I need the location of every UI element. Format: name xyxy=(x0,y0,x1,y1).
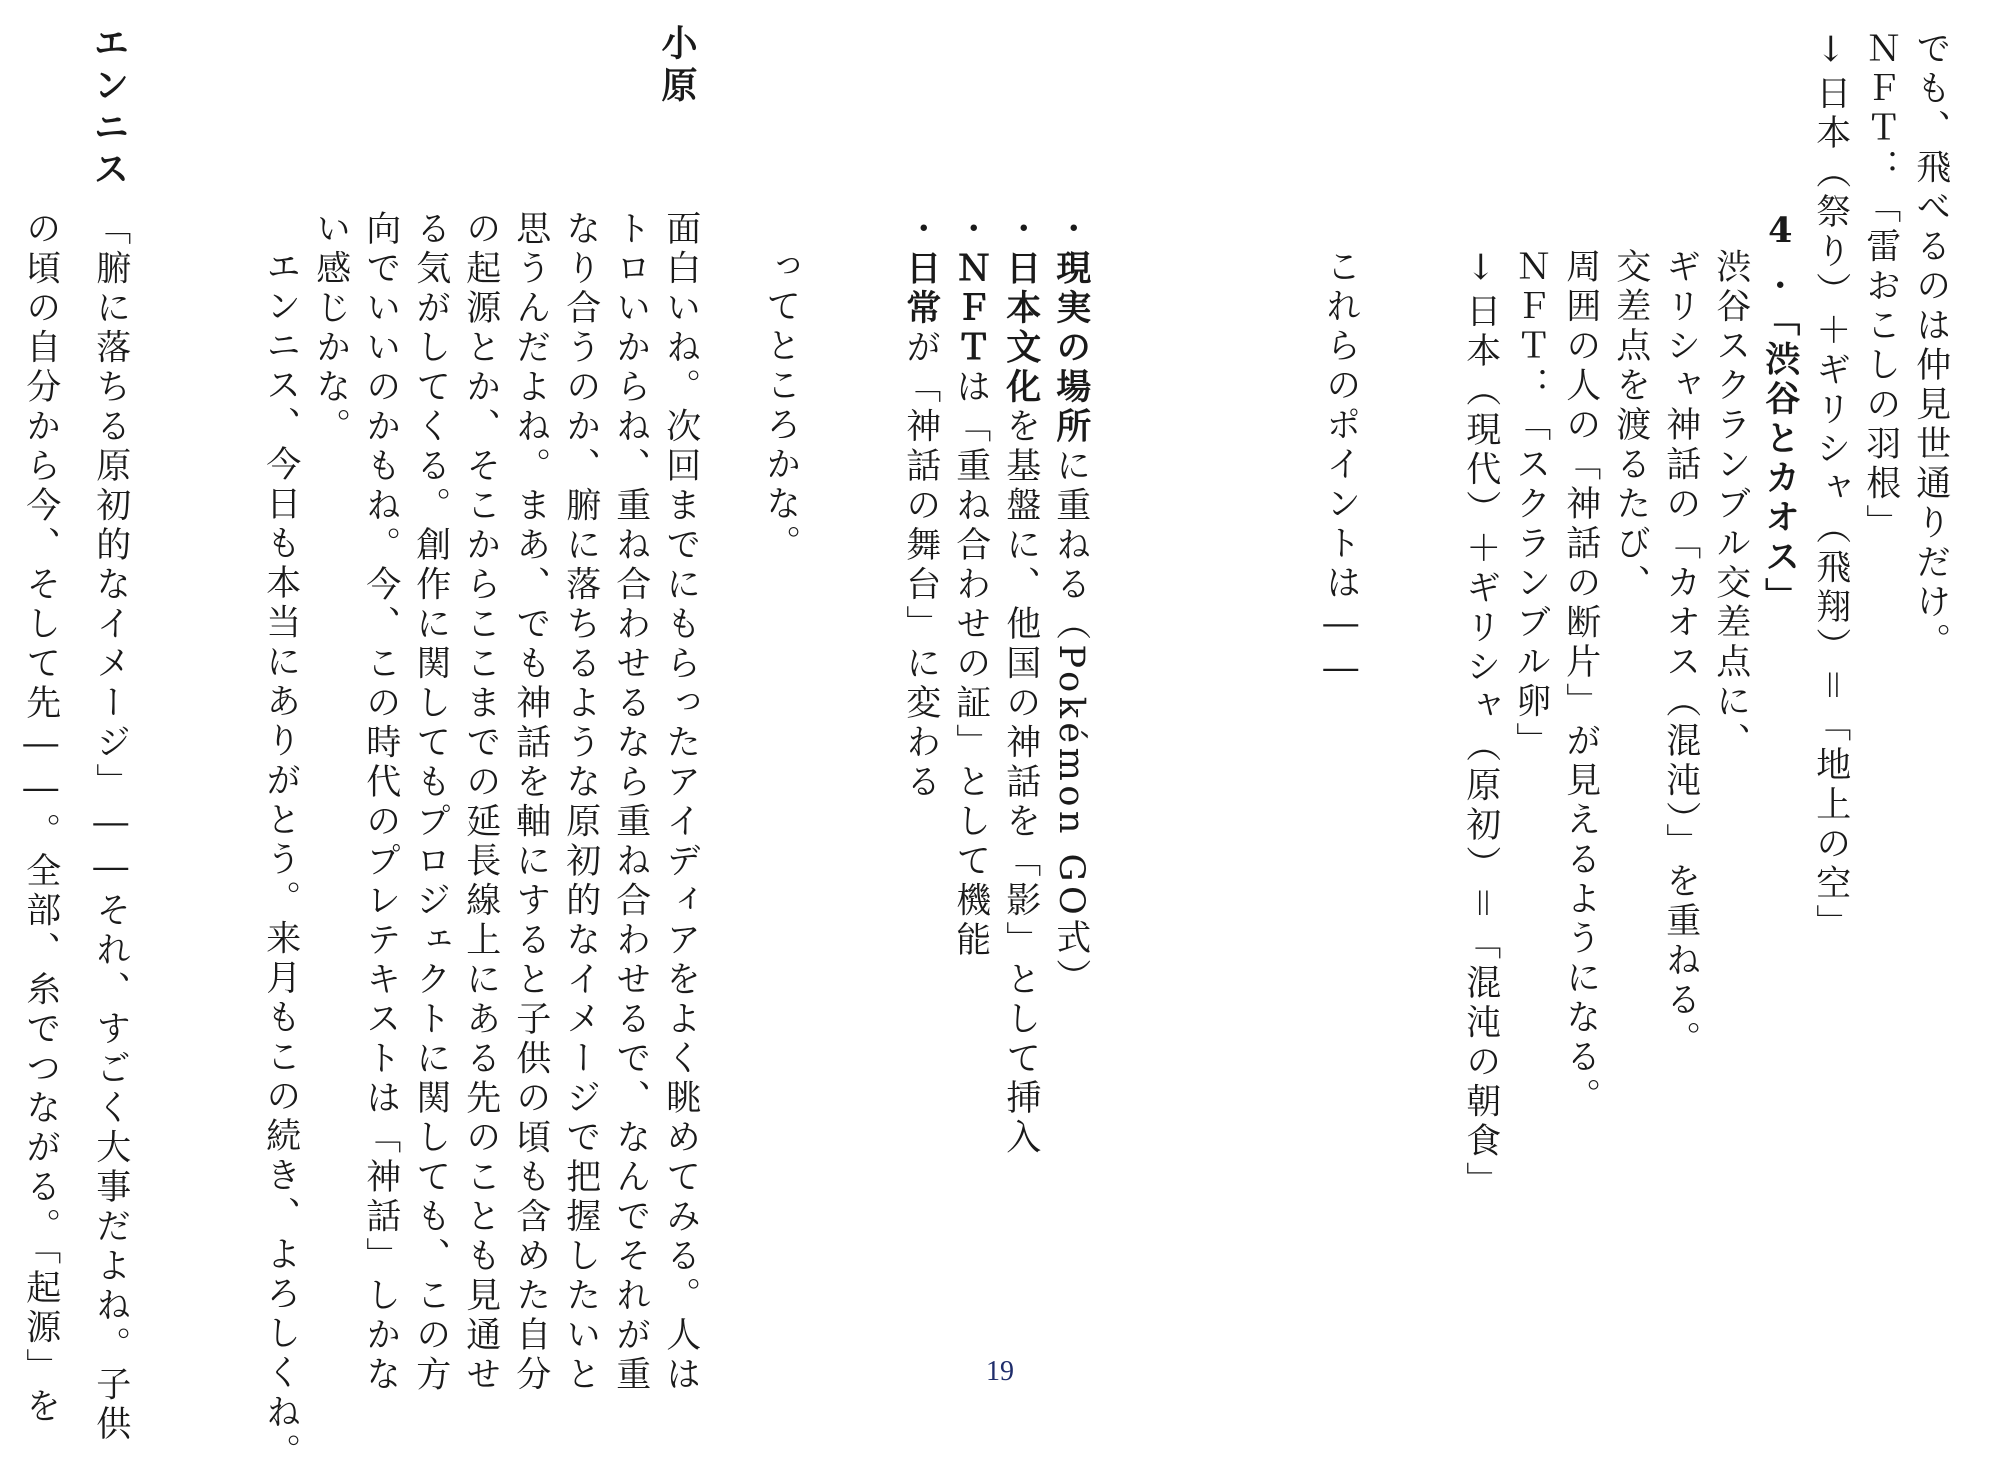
text-column: い感じかな。 xyxy=(310,210,351,447)
bullet-text: は「重ね合わせの証」として機能 xyxy=(950,368,991,961)
text-column: ↓日本（現代）＋ギリシャ（原初）＝「混沌の朝食」 xyxy=(1460,248,1501,1201)
text-column: 交差点を渡るたび、 xyxy=(1610,248,1651,604)
text-column: 向でいいのかもね。今、この時代のプレテキストは「神話」しかな xyxy=(360,210,401,1395)
bullet-latin-text: Pokémon GO xyxy=(1050,644,1091,920)
text-column: でも、飛べるのは仲見世通りだけ。 xyxy=(1910,30,1951,662)
text-column: これらのポイントは―― xyxy=(1320,248,1361,693)
page-number: 19 xyxy=(986,1356,1014,1387)
text-column: 「腑に落ちる原初的なイメージ」――それ、すごく大事だよね。子供 xyxy=(90,210,131,1445)
text-column: ってところかな。 xyxy=(760,248,801,564)
bullet-keyword: 日常 xyxy=(900,249,942,329)
bullet-keyword: 現実の場所 xyxy=(1050,249,1092,447)
text-column: 渋谷スクランブル交差点に、 xyxy=(1710,248,1751,762)
bullet-item xyxy=(948,210,993,961)
text-column: ＮＦＴ：「スクランブル卵」 xyxy=(1510,248,1551,762)
text-column: トロいからね、重ね合わせるなら重ね合わせるで、なんでそれが重 xyxy=(610,210,651,1395)
text-column: の起源とか、そこからここまでの延長線上にある先のことも見通せ xyxy=(460,210,501,1395)
bullet-item xyxy=(898,210,943,803)
bullet-text: 式） xyxy=(1050,919,1091,999)
bullet-text: が「神話の舞台」に変わる xyxy=(900,328,941,803)
text-column: 周囲の人の「神話の断片」が見えるようになる。 xyxy=(1560,248,1601,1117)
speaker-name-ohara: 小原 xyxy=(656,24,698,108)
bullet-text: を基盤に、他国の神話を「影」として挿入 xyxy=(1000,407,1041,1158)
bullet-marker: ・ xyxy=(950,210,991,250)
speaker-name-ennis: エンニス xyxy=(88,24,130,192)
bullet-text: に重ねる（ xyxy=(1050,447,1091,645)
bullet-marker: ・ xyxy=(1000,210,1041,250)
bullet-marker: ・ xyxy=(900,210,941,250)
bullet-keyword: 日本文化 xyxy=(1000,249,1042,408)
text-column: ↓日本（祭り）＋ギリシャ（飛翔）＝「地上の空」 xyxy=(1810,30,1851,944)
text-column: ギリシャ神話の「カオス（混沌）」を重ねる。 xyxy=(1660,248,1701,1060)
bullet-keyword: ＮＦＴ xyxy=(950,249,992,368)
text-column: る気がしてくる。創作に関してもプロジェクトに関しても、この方 xyxy=(410,210,451,1395)
text-column: ＮＦＴ：「雷おこしの羽根」 xyxy=(1860,30,1901,544)
bullet-item xyxy=(998,210,1043,1158)
text-column: エンニス、今日も本当にありがとう。来月もこの続き、よろしくね。 xyxy=(260,248,301,1473)
section-heading: 4.「渋谷とカオス」 xyxy=(1759,210,1801,617)
text-column: なり合うのか、腑に落ちるような原初的なイメージで把握したいと xyxy=(560,210,601,1395)
text-column: の頃の自分から今、そして先――。全部、糸でつながる。「起源」を xyxy=(20,210,61,1427)
text-column: 思うんだよね。まあ、でも神話を軸にすると子供の頃も含めた自分 xyxy=(510,210,551,1395)
bullet-marker: ・ xyxy=(1050,210,1091,250)
bullet-item xyxy=(1048,210,1093,998)
text-column: 面白いね。次回までにもらったアイディアをよく眺めてみる。人は xyxy=(660,210,701,1395)
